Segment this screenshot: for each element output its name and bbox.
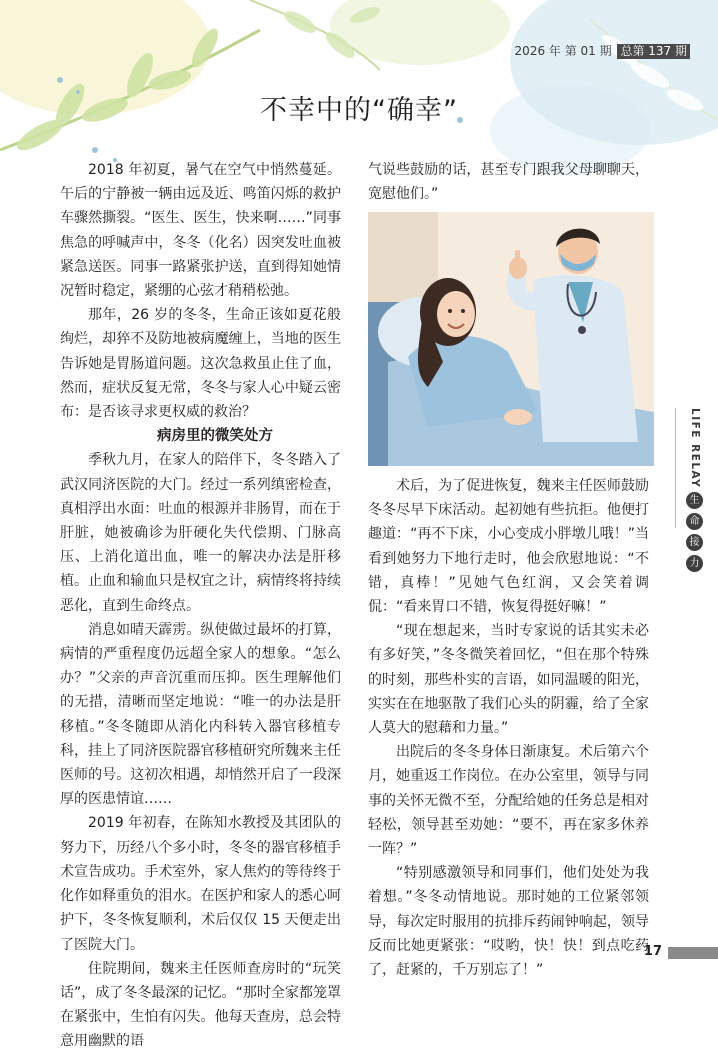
section-heading: 病房里的微笑处方: [157, 428, 273, 445]
paragraph: 2019 年初春，在陈知水教授及其团队的努力下，历经八个多小时，冬冬的器官移植手术宣告成功。手术室外，家人焦灼的等待终于化作如释重负的泪水。在医护和家人的悉心呵护下，冬冬恢复顺利，术后仅仅 15 天便走出了医院大门。: [60, 815, 341, 953]
page-number-bar: [668, 947, 718, 959]
side-char: 生: [686, 492, 703, 509]
paragraph: 2018 年初夏，暑气在空气中悄然蔓延。午后的宁静被一辆由远及近、鸣笛闪烁的救护车骤然撕裂。“医生、医生，快来啊……”同事焦急的呼喊声中，冬冬（化名）因突发吐血被紧急送医。同事一路紧张护送，直到得知她情况暂时稳定，紧绷的心弦才稍稍松弛。: [60, 162, 341, 300]
right-column-bottom: [368, 474, 649, 982]
left-column: [60, 158, 341, 1054]
paragraph-continued: 气说些鼓励的话，甚至专门跟我父母聊聊天，宽慰他们。”: [368, 162, 649, 203]
side-char: 命: [686, 513, 703, 530]
paragraph: 那年，26 岁的冬冬，生命正该如夏花般绚烂，却猝不及防地被病魔缠上，当地的医生告诉她是胃肠道问题。这次急救虽止住了血，然而，症状反复无常，冬冬与家人心中疑云密布：是否该寻求更权威的救治？: [60, 307, 341, 421]
paragraph: “特别感激领导和同事们，他们处处为我着想。”冬冬动情地说。那时她的工位紧邻领导，每次定时服用的抗排斥药闹钟响起，领导反而比她更紧张：“哎哟，快！快！到点吃药了，赶紧的，千万别忘了！”: [368, 865, 649, 979]
side-char: 力: [686, 555, 703, 572]
section-side-label: [686, 408, 704, 572]
paragraph: “现在想起来，当时专家说的话其实未必有多好笑，”冬冬微笑着回忆，“但在那个特殊的时刻，那些朴实的言语，如同温暖的阳光，实实在在地驱散了我们心头的阴霾，给了全家人莫大的慰藉和力量。”: [368, 623, 649, 737]
article-title: 不幸中的“确幸”: [260, 95, 458, 126]
paragraph: 术后，为了促进恢复，魏来主任医师鼓励冬冬尽早下床活动。起初她有些抗拒。他便打趣道：“再不下床，小心变成小胖墩儿哦！”当看到她努力下地行走时，他会欣慰地说：“不错，真棒！”见她气色红润，又会笑着调侃：“看来胃口不错，恢复得挺好嘛！”: [368, 478, 649, 616]
issue-info: [515, 42, 690, 59]
paragraph: 消息如晴天霹雳。纵使做过最坏的打算，病情的严重程度仍远超全家人的想象。“怎么办？”父亲的声音沉重而压抑。医生理解他们的无措，清晰而坚定地说：“唯一的办法是肝移植。”冬冬随即从消化内科转入器官移植专科，挂上了同济医院器官移植研究所魏来主任医师的号。这初次相遇，却悄然开启了一段深厚的医患情谊……: [60, 621, 341, 808]
side-label-english: LIFE RELAY: [689, 408, 701, 489]
right-column-top: [368, 158, 649, 206]
side-divider: [675, 408, 676, 528]
side-char: 接: [686, 534, 703, 551]
paragraph: 出院后的冬冬身体日渐康复。术后第六个月，她重返工作岗位。在办公室里，领导与同事的关怀无微不至，分配给她的任务总是相对轻松，领导甚至劝她：“要不，再在家多休养一阵？”: [368, 744, 649, 858]
page-number: 17: [643, 944, 662, 959]
paragraph: 季秋九月，在家人的陪伴下，冬冬踏入了武汉同济医院的大门。经过一系列缜密检查，真相浮出水面：吐血的根源并非肠胃，而在于肝脏，她被确诊为肝硬化失代偿期、门脉高压、上消化道出血，唯一的解决办法是肝移植。止血和输血只是权宜之计，病情终将持续恶化，直到生命终点。: [60, 452, 341, 614]
issue-number: 2026 年 第 01 期: [514, 44, 612, 58]
paragraph: 住院期间，魏来主任医师查房时的“玩笑话”，成了冬冬最深的记忆。“那时全家都笼罩在紧张中，生怕有闪失。他每天查房，总会特意用幽默的语: [60, 960, 341, 1050]
side-label-chinese: [686, 492, 704, 572]
total-issue-badge: 总第 137 期: [617, 44, 690, 59]
doctor-patient-illustration: [368, 212, 654, 466]
